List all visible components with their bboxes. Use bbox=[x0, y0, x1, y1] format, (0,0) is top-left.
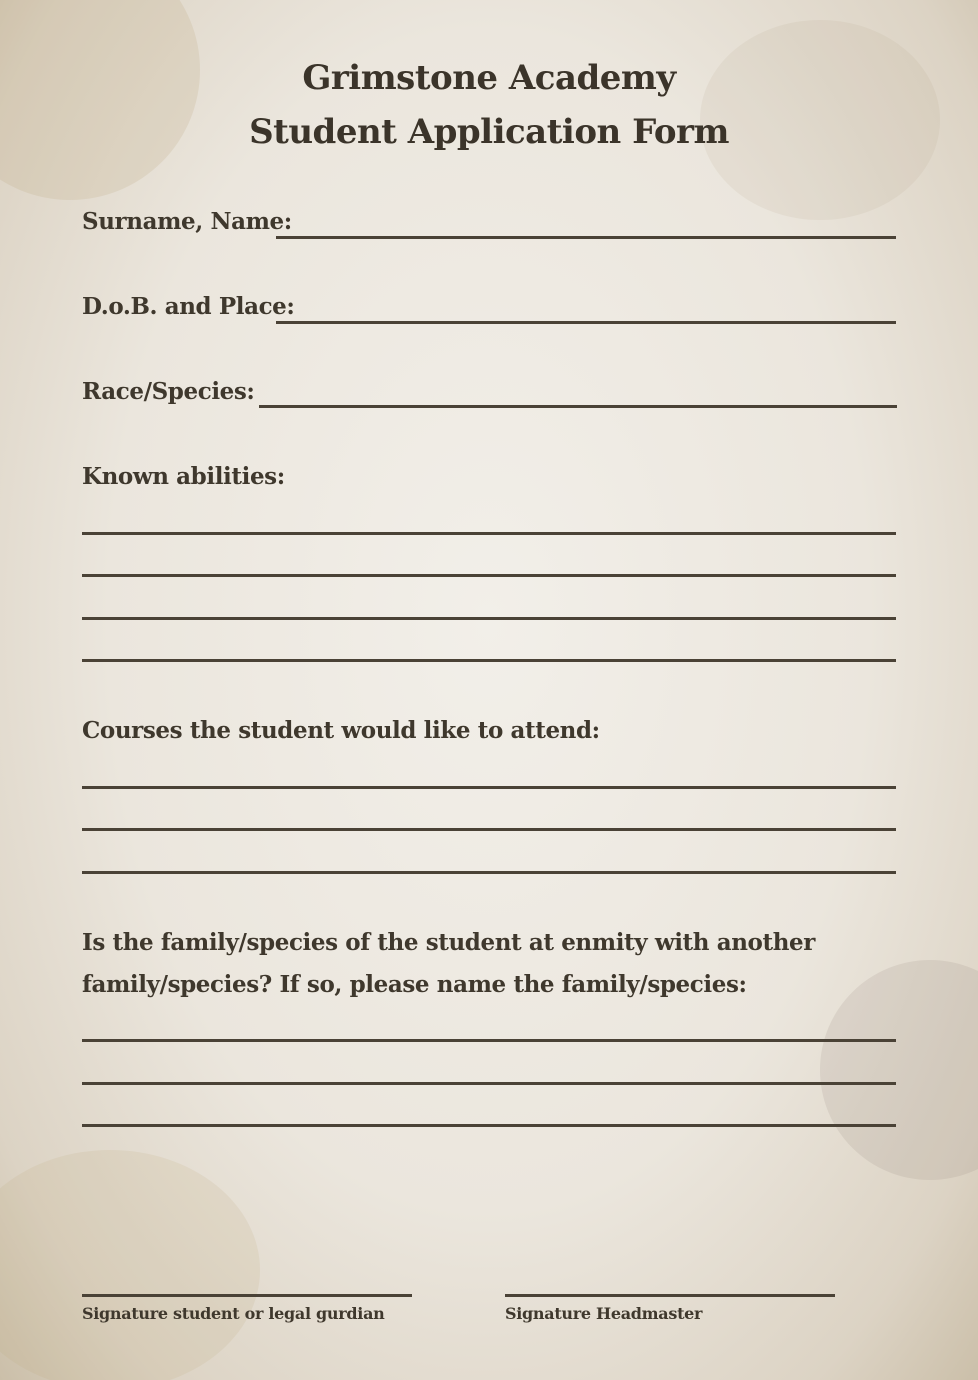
dob-place-field-line[interactable] bbox=[276, 321, 896, 324]
student-signature-label: Signature student or legal gurdian bbox=[82, 1304, 385, 1323]
known-abilities-line-4[interactable] bbox=[82, 659, 896, 662]
enmity-line-2[interactable] bbox=[82, 1082, 896, 1085]
paper-stain bbox=[820, 960, 978, 1180]
race-species-label: Race/Species: bbox=[82, 378, 255, 405]
courses-line-1[interactable] bbox=[82, 786, 896, 789]
courses-line-2[interactable] bbox=[82, 828, 896, 831]
surname-name-label: Surname, Name: bbox=[82, 208, 292, 235]
enmity-question-line-1: Is the family/species of the student at enmity with another bbox=[82, 929, 815, 956]
enmity-line-3[interactable] bbox=[82, 1124, 896, 1127]
dob-place-label: D.o.B. and Place: bbox=[82, 293, 295, 320]
known-abilities-line-1[interactable] bbox=[82, 532, 896, 535]
form-title-heading: Student Application Form bbox=[249, 112, 729, 152]
enmity-question-line-2: family/species? If so, please name the family/species: bbox=[82, 971, 747, 998]
paper-stain bbox=[0, 0, 200, 200]
known-abilities-line-2[interactable] bbox=[82, 574, 896, 577]
known-abilities-line-3[interactable] bbox=[82, 617, 896, 620]
enmity-line-1[interactable] bbox=[82, 1039, 896, 1042]
student-signature-line[interactable] bbox=[82, 1294, 412, 1297]
courses-label: Courses the student would like to attend: bbox=[82, 717, 600, 744]
school-name-heading: Grimstone Academy bbox=[302, 58, 676, 98]
known-abilities-label: Known abilities: bbox=[82, 463, 285, 490]
paper-stain bbox=[0, 1150, 260, 1380]
surname-name-field-line[interactable] bbox=[276, 236, 896, 239]
headmaster-signature-label: Signature Headmaster bbox=[505, 1304, 703, 1323]
courses-line-3[interactable] bbox=[82, 871, 896, 874]
headmaster-signature-line[interactable] bbox=[505, 1294, 835, 1297]
race-species-field-line[interactable] bbox=[259, 405, 897, 408]
